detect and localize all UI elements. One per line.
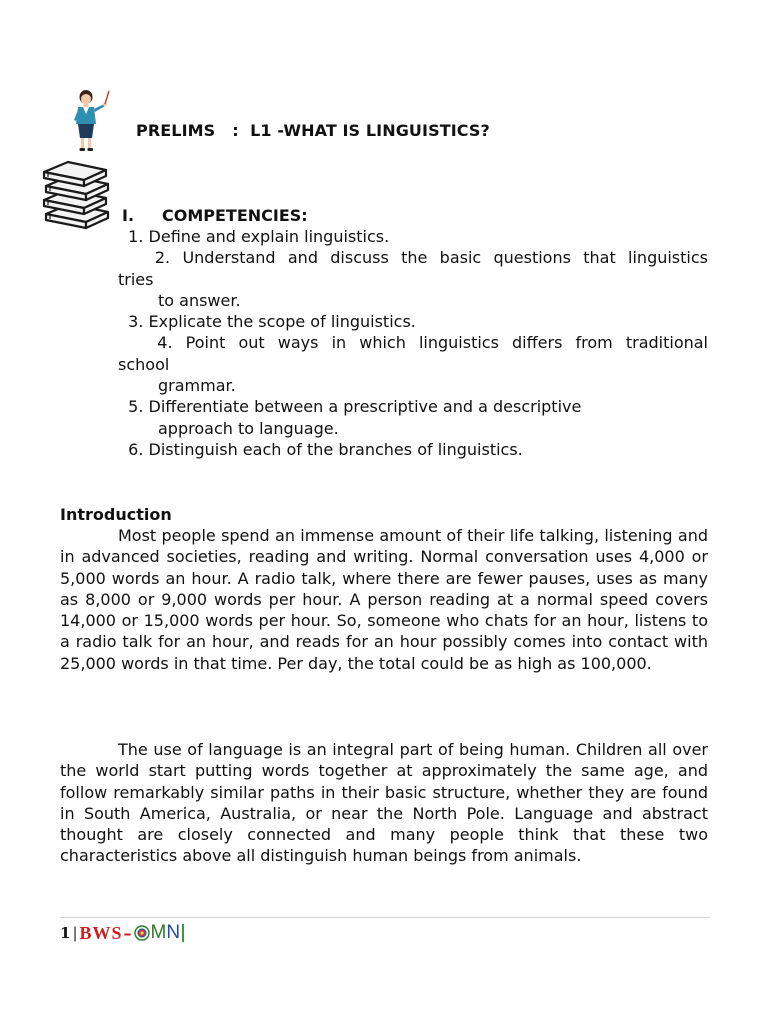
section-title: COMPETENCIES: <box>162 206 308 225</box>
competency-item: 6. Distinguish each of the branches of linguistics. <box>118 439 523 459</box>
competency-item-continuation: approach to language. <box>158 418 339 438</box>
competencies-heading <box>122 206 308 225</box>
competency-item-wrap: tries <box>118 269 154 289</box>
paragraph-text: The use of language is an integral part of being human. Children all over the world start putting words together at approximately the same age, and follow remarkably similar paths in their basic structure, whether they are found in South America, Australia, or near the North Pole. Language and abstract thought are closely connected and many people think that these two characteristics above all distinguish human beings from animals. <box>60 740 708 866</box>
brand-n: N <box>166 922 181 943</box>
page-number: 1 <box>60 924 71 942</box>
omni-globe-logo <box>134 925 150 941</box>
brand-m: M <box>150 922 167 943</box>
competency-item: 5. Differentiate between a prescriptive and a descriptive <box>118 397 582 417</box>
brand-bar <box>182 924 184 942</box>
page-title: PRELIMS : L1 -WHAT IS LINGUISTICS? <box>136 121 490 140</box>
introduction-heading: Introduction <box>60 505 172 524</box>
teacher-pointing-icon <box>66 88 110 154</box>
introduction-paragraph <box>60 739 708 867</box>
paragraph-text: Most people spend an immense amount of their life talking, listening and in advanced societies, reading and writing. Normal conversation uses 4,000 or 5,000 words an hour. A radio talk, where there are fewer pauses, uses as many as 8,000 or 9,000 words per hour. A person reading at a normal speed covers 14,000 or 15,000 words per hour. So, someone who chats for an hour, listens to a radio talk for an hour, and reads for an hour possibly comes into contact with 25,000 words in that time. Per day, the total could be as high as 100,000. <box>60 526 708 673</box>
competencies-list <box>118 226 708 460</box>
competency-item: 2. Understand and discuss the basic questions that linguistics <box>118 248 708 268</box>
footer-divider <box>60 917 710 918</box>
competency-item-wrap: school <box>118 354 170 374</box>
competency-item: 3. Explicate the scope of linguistics. <box>118 312 416 332</box>
competency-item: 4. Point out ways in which linguistics differs from traditional <box>118 333 708 353</box>
brand-bws: BWS <box>79 922 123 943</box>
section-number: I. <box>122 206 135 225</box>
brand-dash: – <box>123 923 132 943</box>
stacked-books-icon <box>40 158 112 230</box>
competency-item: 1. Define and explain linguistics. <box>118 227 390 246</box>
page-footer <box>60 922 184 944</box>
competency-item-continuation: to answer. <box>158 290 241 310</box>
introduction-paragraph <box>60 525 708 674</box>
footer-separator: | <box>72 924 78 942</box>
competency-item-continuation: grammar. <box>158 376 236 396</box>
